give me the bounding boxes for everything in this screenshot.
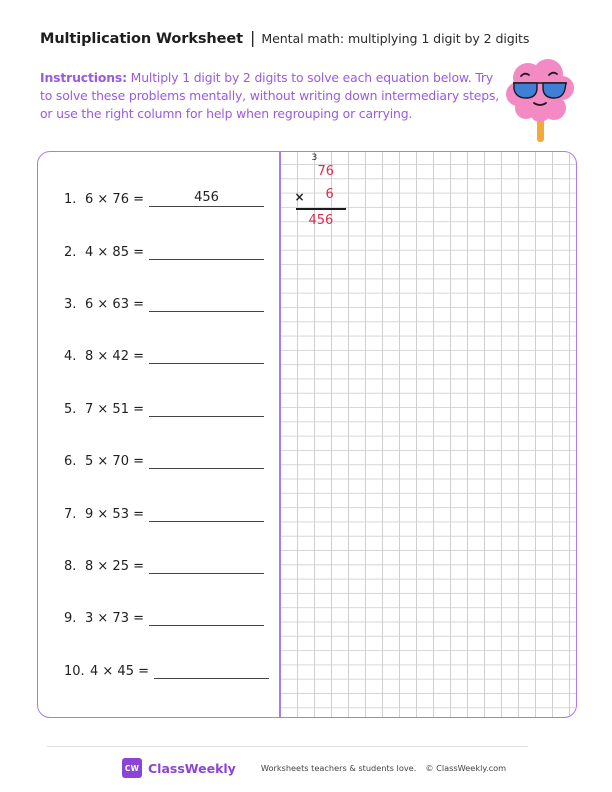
multiplicand: 76 — [317, 164, 335, 179]
problem-item — [64, 609, 264, 626]
problem-number: 5. — [64, 402, 77, 417]
sum-line — [296, 208, 346, 210]
answer-field[interactable] — [149, 609, 264, 626]
problem-number: 4. — [64, 349, 77, 364]
multiplier: 6 — [325, 187, 334, 202]
footer-copyright: © ClassWeekly.com — [425, 763, 507, 773]
carry-digit: 3 — [311, 153, 318, 163]
problem-item — [64, 557, 264, 574]
brand-name: ClassWeekly — [148, 760, 236, 776]
problem-number: 10. — [64, 664, 85, 679]
answer-field[interactable] — [149, 400, 264, 417]
worksheet-frame — [37, 151, 577, 718]
problem-item — [64, 400, 264, 417]
instructions-lead: Instructions: — [40, 70, 127, 85]
problem-number: 1. — [64, 192, 77, 207]
problem-item — [64, 347, 264, 364]
worksheet-header — [40, 28, 529, 47]
instructions — [40, 69, 500, 123]
multiply-sign: × — [294, 190, 305, 204]
problem-equation: 9 × 53 = — [85, 507, 144, 522]
classweekly-logo-icon: CW — [122, 758, 142, 778]
problem-equation: 7 × 51 = — [85, 402, 144, 417]
answer-field[interactable] — [149, 557, 264, 574]
page-subtitle: Mental math: multiplying 1 digit by 2 digits — [261, 31, 530, 46]
problem-item — [64, 662, 269, 679]
problem-number: 9. — [64, 611, 77, 626]
problem-item — [64, 190, 264, 207]
problem-equation: 4 × 45 = — [90, 664, 149, 679]
problem-equation: 8 × 42 = — [85, 349, 144, 364]
problem-item — [64, 243, 264, 260]
problem-equation: 3 × 73 = — [85, 611, 144, 626]
problem-equation: 8 × 25 = — [85, 559, 144, 574]
footer-divider — [47, 746, 528, 747]
page-title: Multiplication Worksheet — [40, 31, 243, 47]
answer-field[interactable] — [149, 505, 264, 522]
product: 456 — [308, 213, 334, 228]
answer-field[interactable] — [154, 662, 269, 679]
problem-item — [64, 452, 264, 469]
answer-field[interactable] — [149, 295, 264, 312]
cotton-candy-sunglasses-icon — [504, 54, 576, 144]
footer — [122, 758, 506, 778]
answer-field[interactable] — [149, 243, 264, 260]
problem-equation: 5 × 70 = — [85, 454, 144, 469]
problem-number: 8. — [64, 559, 77, 574]
problem-list — [38, 152, 279, 717]
answer-field[interactable]: 456 — [149, 190, 264, 207]
problem-equation: 6 × 76 = — [85, 192, 144, 207]
problem-number: 2. — [64, 245, 77, 260]
problem-number: 3. — [64, 297, 77, 312]
problem-item — [64, 295, 264, 312]
problem-number: 6. — [64, 454, 77, 469]
title-separator: | — [249, 28, 256, 47]
problem-number: 7. — [64, 507, 77, 522]
footer-tagline: Worksheets teachers & students love. — [260, 763, 417, 773]
answer-field[interactable] — [149, 452, 264, 469]
problem-equation: 4 × 85 = — [85, 245, 144, 260]
problem-item — [64, 505, 264, 522]
scratch-grid[interactable] — [281, 152, 577, 717]
answer-field[interactable] — [149, 347, 264, 364]
problem-equation: 6 × 63 = — [85, 297, 144, 312]
instructions-text: Multiply 1 digit by 2 digits to solve each equation below. Try to solve these problems mentally, without writing down intermediary steps, or use the right column for help when regrouping or carrying. — [40, 70, 500, 121]
